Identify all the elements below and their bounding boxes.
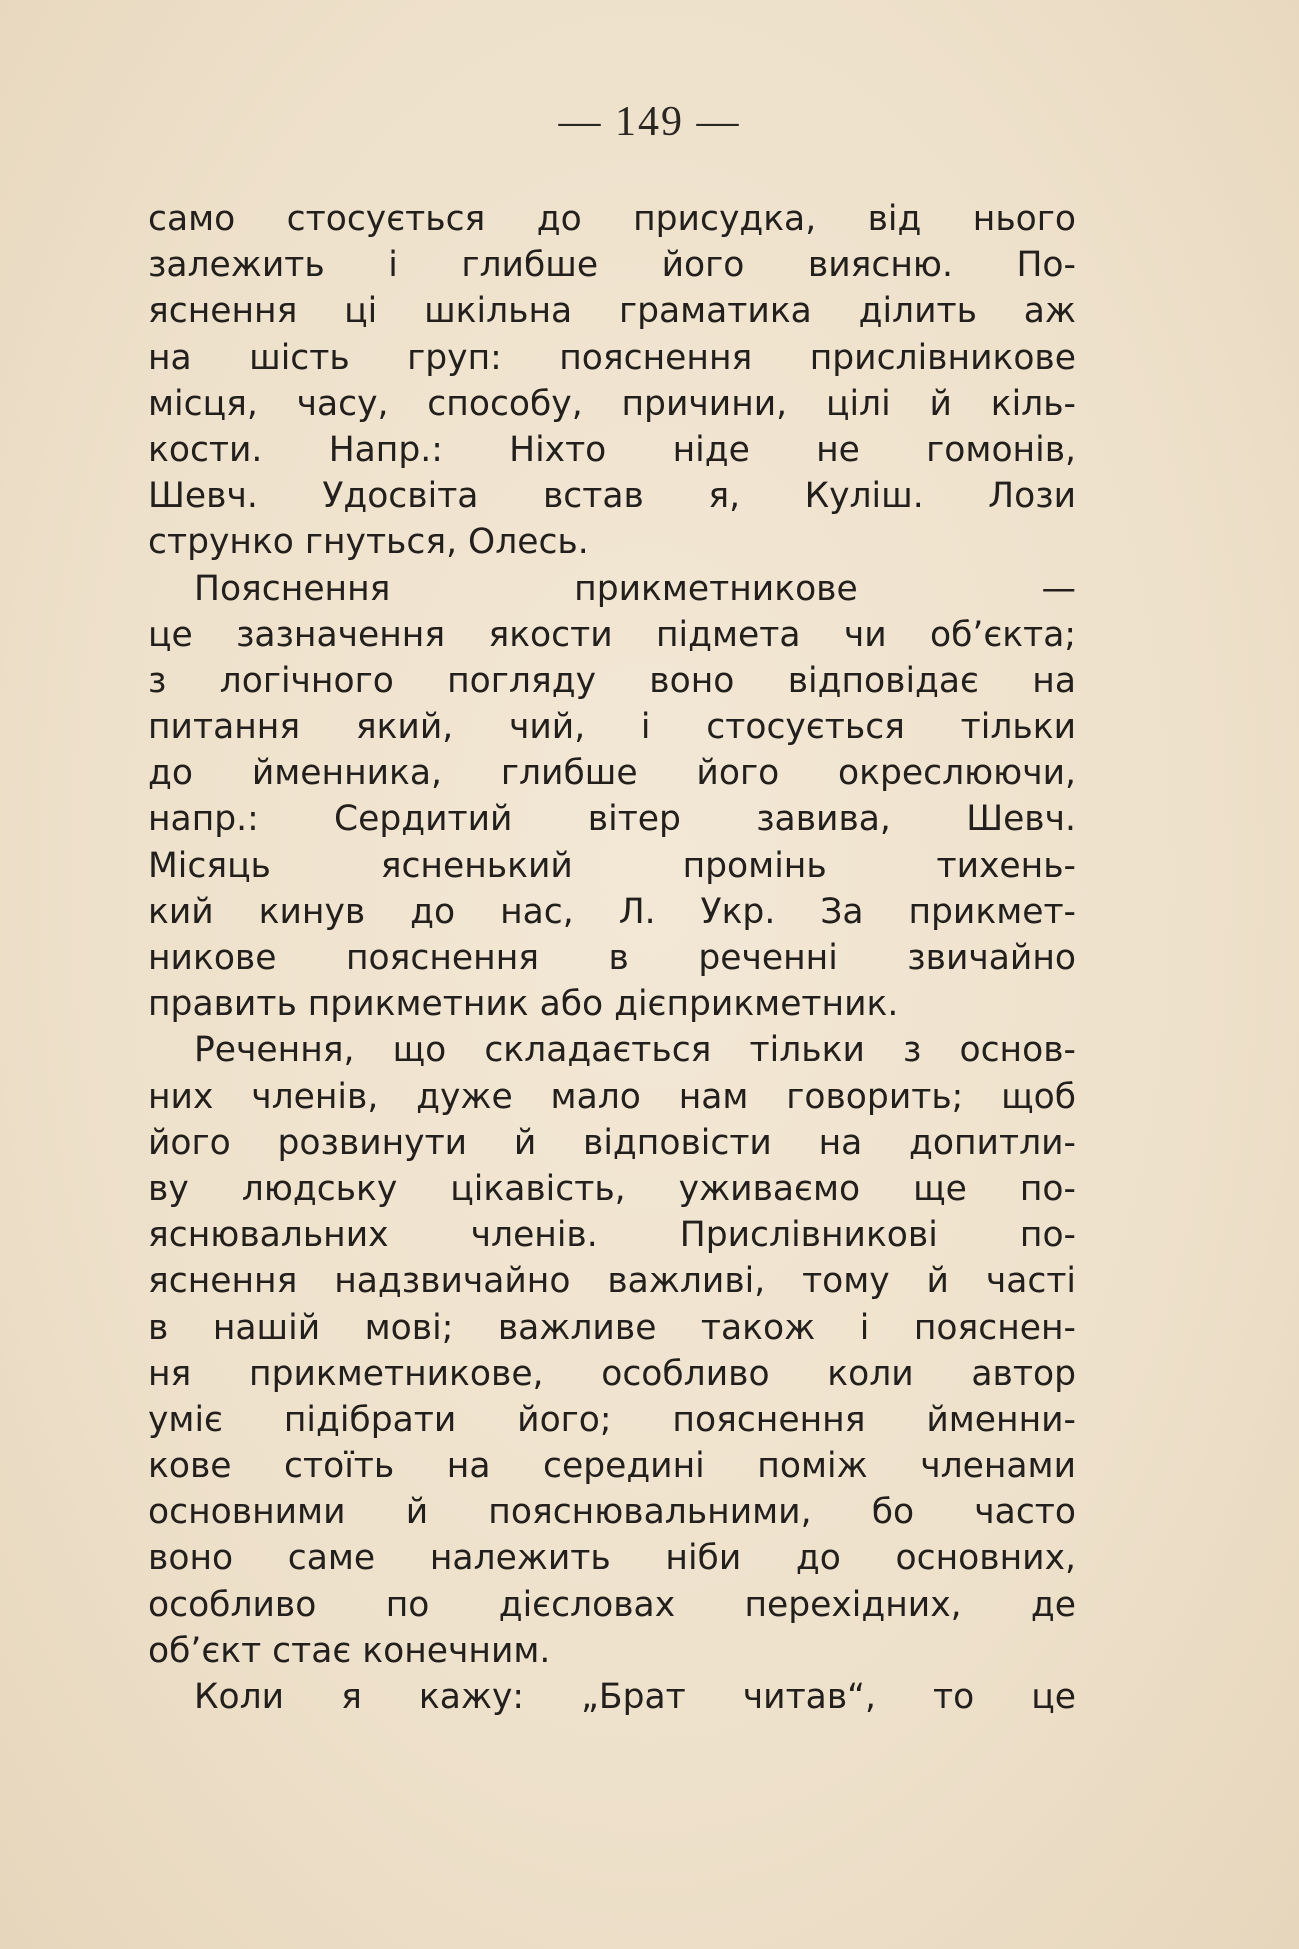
text-line: само стосується до присудка, від нього (148, 199, 1076, 239)
text-line: особливо по дієсловах перехідних, де (148, 1584, 1076, 1625)
text-line: струнко гнуться, Олесь. (148, 522, 589, 563)
page-number: — 149 — (558, 99, 741, 145)
text-line: Місяць ясненький промінь тихень- (148, 845, 1076, 886)
text-line: яснювальних членів. Прислівникові по- (148, 1215, 1076, 1256)
text-line: місця, часу, способу, причини, цілі й кіль- (148, 383, 1076, 424)
text-line: його розвинути й відповісти на допитли- (148, 1122, 1076, 1163)
text-line: яснення ці шкільна граматика ділить аж (148, 291, 1076, 332)
text-line: Речення, що складається тільки з основ- (194, 1030, 1076, 1071)
text-line: ня прикметникове, особливо коли автор (148, 1353, 1076, 1394)
text-line: це зазначення якости підмета чи об’єкта; (148, 614, 1076, 655)
text-line: в нашій мові; важливе також і пояснен- (148, 1307, 1076, 1348)
text-line: ву людську цікавість, уживаємо ще по- (148, 1168, 1076, 1209)
text-line: них членів, дуже мало нам говорить; щоб (148, 1076, 1076, 1117)
text-line: основними й пояснювальними, бо часто (148, 1492, 1076, 1533)
text-line: напр.: Сердитий вітер завива, Шевч. (148, 799, 1076, 840)
text-line: Пояснення прикметникове — (194, 568, 1076, 609)
text-line: уміє підібрати його; пояснення йменни- (148, 1399, 1076, 1440)
text-line: воно саме належить ніби до основних, (148, 1538, 1076, 1579)
text-line: Шевч. Удосвіта встав я, Куліш. Лози (148, 476, 1076, 517)
body-text (148, 196, 1076, 1720)
text-line: яснення надзвичайно важливі, тому й часті (148, 1261, 1076, 1302)
text-line: на шість груп: пояснення прислівникове (148, 337, 1076, 378)
text-line: з логічного погляду воно відповідає на (148, 660, 1076, 701)
text-line: Коли я кажу: „Брат читав“, то це (194, 1677, 1076, 1717)
text-line: об’єкт стає конечним. (148, 1630, 551, 1671)
text-line: питання який, чий, і стосується тільки (148, 707, 1076, 748)
text-line: править прикметник або дієприкметник. (148, 984, 899, 1025)
text-line: кий кинув до нас, Л. Укр. За прикмет- (148, 891, 1076, 932)
text-line: до йменника, глибше його окреслюючи, (148, 753, 1076, 794)
text-line: никове пояснення в реченні звичайно (148, 938, 1076, 978)
text-line: кове стоїть на середині поміж членами (148, 1446, 1076, 1487)
text-line: залежить і глибше його виясню. По- (148, 245, 1076, 286)
text-line: кости. Напр.: Ніхто ніде не гомонів, (148, 429, 1076, 470)
